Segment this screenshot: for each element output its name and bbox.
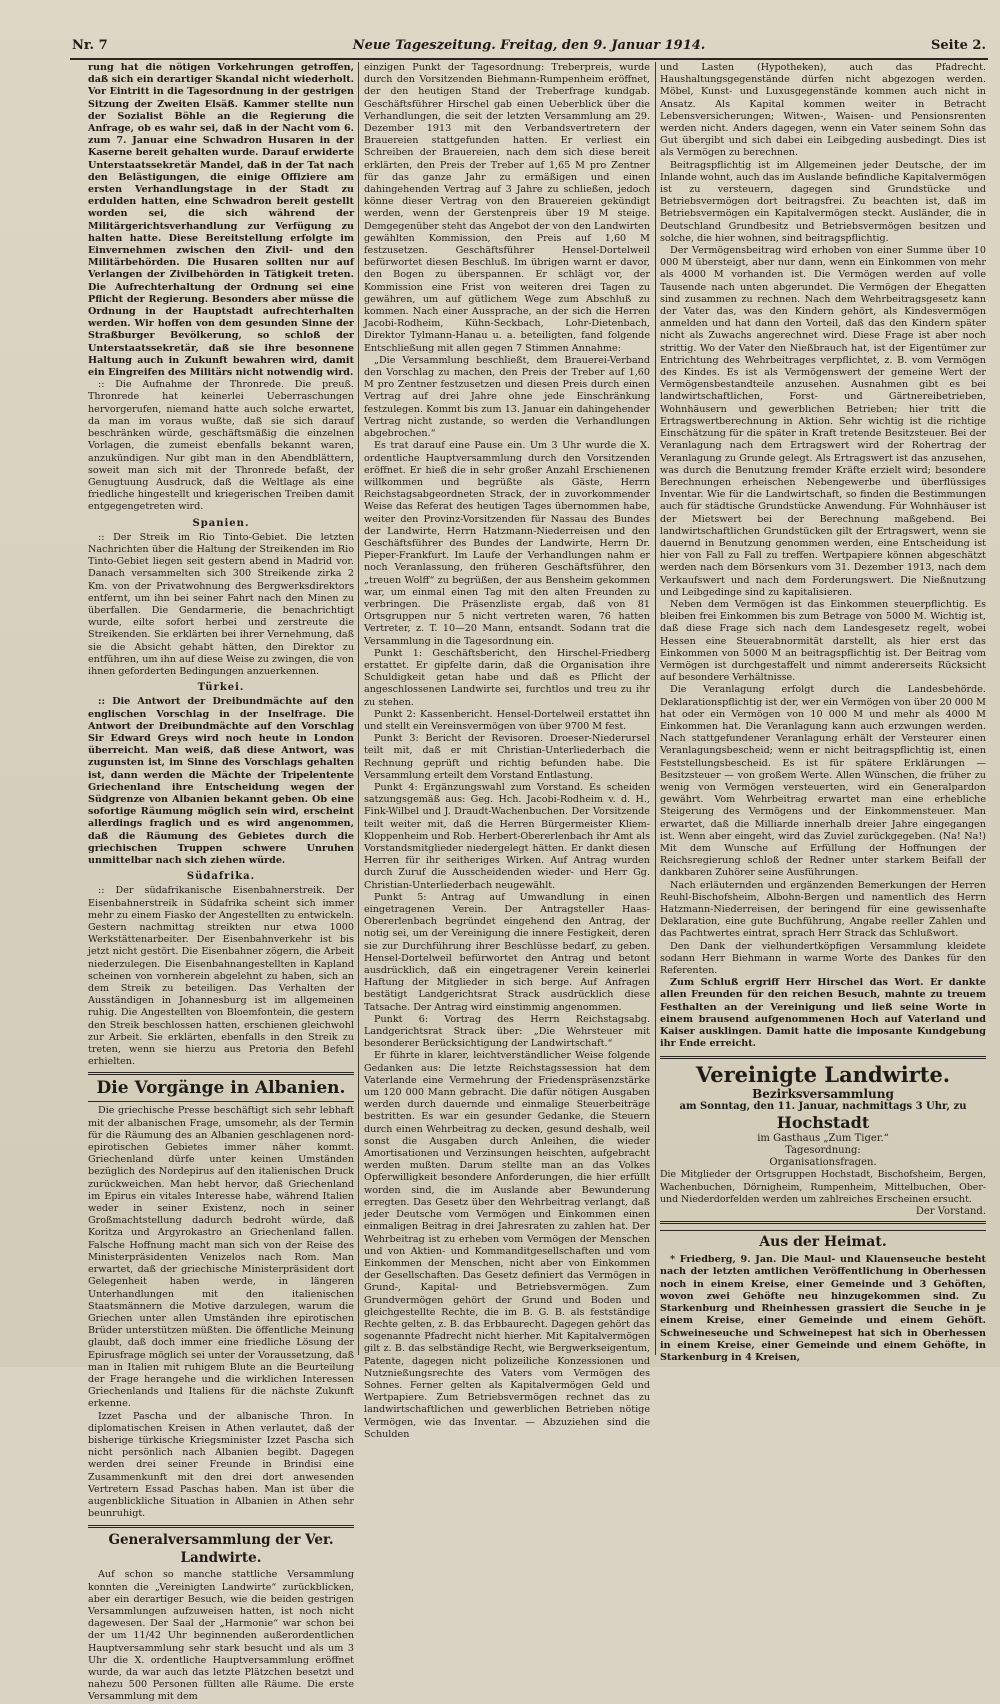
article-paragraph: Er führte in klarer, leichtverständlicher Weise folgende Gedanken aus: Die letzte Reichstagssession hat dem Vaterlande eine Vermehrung der Friedenspräsenzstärke um 120 000 Mann gebracht. Die dafür nötigen Ausgaben werden durch dauernde und einmalige Steuerbeiträge bestritten. Es war ein gesunder Gedanke, die Steuern durch einen Wehrbeitrag zu decken, gesund deshalb, weil sonst die Ausgaben durch Anleihen, die wieder Amortisationen und Verzinsungen heischten, aufgebracht werden mußten. Darum stellte man an das Volkes Opferwilligkeit besondere Anforderungen, die hier erfüllt worden sind, die im Auslande aber Bewunderung erregten. Das Gesetz über den Wehrbeitrag verlangt, daß jeder Deutsche vom Vermögen und Einkommen einen einmaligen Beitrag in drei Jahresraten zu zahlen hat. Der Wehrbeitrag ist zu erheben vom Vermögen der Menschen und von Aktien- und Kommanditgesellschaften und vom Einkommen der Menschen, nicht aber von Einkommen der Gesellschaften. Das Gesetz definiert das Vermögen in Grund-, Kapital- und Betriebsvermögen. Zum Grundvermögen gehört der Grund und Boden und gleichgestellte Rechte, die im B. G. B. als festständige Rechte gelten, z. B. das Erbbaurecht. Dagegen gehört das sogenannte Pfadrecht nicht hierher. Mit Kapitalvermögen gilt z. B. das selbständige Recht, wie Bergwerkseigentum, Patente, dagegen nicht polizeiliche Konzessionen und Nutznießungsrechte des Vaters vom Vermögen des Sohnes. Ferner gelten als Kapitalvermögen Geld und Wertpapiere. Zum Betriebsvermögen rechnet das zu landwirtschaftlichen und gewerblichen Betrieben nötige Vermögen, wie das Inventar. — Abzuziehen sind die Schulden [364, 1050, 650, 1440]
article-paragraph: Neben dem Vermögen ist das Einkommen steuerpflichtig. Es bleiben frei Einkommen bis zum Betrage von 5000 M. Wichtig ist, daß diese Frage sich nach dem Landesgesetz regelt, wobei Hessen eine Steuerabnormität darstellt, als hier erst das Einkommen von 5000 M an beitragspflichtig ist. Der Beitrag vom Vermögen ist durchgestaffelt und nimmt andererseits Rücksicht auf besondere Verhältnisse. [660, 598, 986, 684]
article-paragraph: Nach erläuternden und ergänzenden Bemerkungen der Herren Reuhl-Bischofsheim, Albohn-Bergen und namentlich des Herrn Hatzmann-Niederreisen, der beringend für eine gewissenhafte Deklaration, eine gute Buchführung, Angabe reeller Zahlen und das Pachtwertes eintrat, sprach Herr Strack das Schlußwort. [660, 879, 986, 940]
page-number-left: Nr. 7 [72, 38, 108, 53]
article-paragraph: Es trat darauf eine Pause ein. Um 3 Uhr wurde die X. ordentliche Hauptversammlung durch den Vorsitzenden eröffnet. Er hieß die in sehr großer Anzahl Erschienenen willkommen und begrüßte als Gäste, Herrn Reichstagsabgeordneten Strack, der in zuvorkommender Weise das Referat des heutigen Tages übernommen habe, weiter den Provinz-Vorsitzenden für Nassau des Bundes der Landwirte, Herrn Hatzmann-Niederreisen und den Geschäftsführer des Bundes der Landwirte, Herrn Dr. Pieper-Frankfurt. Im Laufe der Verhandlungen nahm er noch Veranlassung, den früheren Geschäftsführer, den „treuen Wolff“ zu begrüßen, der aus Bensheim gekommen war, um einmal einen Tag mit den alten Freunden zu verbringen. Die Präsenzliste ergab, daß von 81 Ortsgruppen nur 5 nicht vertreten waren, 76 hatten Vertreter, z. T. 10—20 Mann, entsandt. Sodann trat die Versammlung in die Tagesordnung ein. [364, 440, 650, 647]
agenda-point-2: Punkt 2: Kassenbericht. Hensel-Dortelweil erstattet ihn und stellt ein Vereinsvermögen von über 9700 M fest. [364, 708, 650, 732]
article-paragraph: Die Veranlagung erfolgt durch die Landesbehörde. Deklarationspflichtig ist der, wer ein Vermögen von über 20 000 M hat oder ein Vermögen von 10 000 M und mehr als 4000 M Einkommen hat. Die Veranlagung kann auch erzwungen werden. Nach stattgefundener Veranlagung erhält der Versteurer einen Veranlagungsbescheid; wenn er nicht beitragspflichtig ist, einen Feststellungsbescheid. Es ist für spätere Erklärungen — Besitzsteuer — von großem Werte. Allen Wünschen, die früher zu wenig von Vermögen versteuerten, wird ein Generalpardon gewährt. Vom Wehrbeitrag erwartet man eine erhebliche Steigerung des Vermögens und der Einkommensteuer. Man erwartet, daß die Milliarde innerhalb dreier Jahre eingegangen ist. Wenn aber eingeht, wird das Zuviel zurückgegeben. (Na! Na!) Mit dem Wunsche auf Erfüllung der Hoffnungen der Reichsregierung schloß der Redner unter starkem Beifall der dankbaren Zuhörer seine Ausführungen. [660, 684, 986, 879]
page-header [70, 36, 988, 60]
ad-agenda-item: Organisationsfragen. [769, 1157, 877, 1169]
agenda-point-6: Punkt 6: Vortrag des Herrn Reichstagsabg. Landgerichtsrat Strack über: „Die Wehrsteuer mit besonderer Berücksichtigung der Landwirtschaft.“ [364, 1013, 650, 1050]
article-paragraph: Den Dank der vielhundertköpfigen Versammlung kleidete sodann Herr Biehmann in warme Worte des Dankes für den Referenten. [660, 940, 986, 977]
article-paragraph: * Friedberg, 9. Jan. Die Maul- und Klauenseuche besteht nach der letzten amtlichen Veröffentlichung in Oberhessen noch in einem Kreise, einer Gemeinde und 3 Gehöften, wovon zwei Gehöfte neu hinzugekommen sind. Zu Starkenburg und Rheinhessen grassiert die Seuche in je einem Kreise, einer Gemeinde und einem Gehöft. Schweineseuche und Schweinepest hat sich in Oberhessen in einem Kreise, einer Gemeinde und einem Gehöfte, in Starkenburg in 4 Kreisen, [660, 1254, 986, 1363]
article-paragraph: Der Vermögensbeitrag wird erhoben von einer Summe über 10 000 M übersteigt, aber nur dann, wenn ein Einkommen von mehr als 4000 M vorhanden ist. Die Vermögen werden auf volle Tausende nach unten abgerundet. Die Vermögen der Ehegatten sind zusammen zu rechnen. Nach dem Wehrbeitragsgesetz kann der Vater das, was den Kindern gehört, als Kindesvermögen anmelden und hat dann den Vorteil, daß das den Kindern später nicht als Zuwachs angerechnet wird. Diese Frage ist aber noch strittig. Wo der Vater den Nießbrauch hat, ist der Eigentümer zur Entrichtung des Wehrbeitrages verpflichtet, z. B. vom Vermögen des Kindes. Es ist als Vermögenswert der gemeine Wert der Vermögensbestandteile anzusehen. Ausnahmen gibt es bei landwirtschaftlichen, Forst- und Gärtnereibetrieben, Wohnhäusern und gewerblichen Betrieben; hier tritt die Ertragswertberechnung in Aktion. Sehr wichtig ist die richtige Einschätzung für die später in Kraft tretende Besitzsteuer. Bei der Veranlagung nach dem Ertragswert wird der Rohertrag der Veranlagung zu Grunde gelegt. Als Ertragswert ist das anzusehen, was durch die Benutzung fremder Kräfte erzielt wird; besondere Berechnungen erheischen Nebengewerbe und überflüssiges Inventar. Wie für die Landwirtschaft, so finden die Bestimmungen auch für städtische Grundstücke Anwendung. Für Wohnhäuser ist der Mietswert bei der Berechnung maßgebend. Bei landwirtschaftlichen Grundstücken gilt der Ertragswert, wenn sie dauernd in Benutzung genommen werden, eine Entscheidung ist hier von Fall zu Fall zu treffen. Wertpapiere können abgeschätzt werden nach dem Börsenkurs vom 31. Dezember 1913, nach dem Verkaufswert und nach dem Forderungswert. Die Nießnutzung und Leibgedinge sind zu kapitalisieren. [660, 245, 986, 598]
resolution-quote: „Die Versammlung beschließt, dem Brauerei-Verband den Vorschlag zu machen, den Preis der Treber auf 1,60 M pro Zentner festzusetzen und diesen Preis durch einen Vertrag auf drei Jahre ohne jede Einschränkung festzulegen. Kommt bis zum 13. Januar ein dahingehender Vertrag nicht zustande, so werden die Verhandlungen abgebrochen.“ [364, 354, 650, 440]
column-2 [364, 62, 650, 1440]
meeting-advertisement [660, 1056, 986, 1224]
ad-date: am Sonntag, den 11. Januar, nachmittags 3 Uhr, zu [679, 1100, 967, 1112]
article-paragraph: :: Der Streik im Rio Tinto-Gebiet. Die letzten Nachrichten über die Haltung der Streikenden im Rio Tinto-Gebiet liegen seit gestern abend in Madrid vor. Danach versammelten sich 300 Streikende zirka 2 Km. von der Privatwohnung des Bergwerksdirektors entfernt, um ihn bei seiner Fahrt nach den Minen zu überfallen. Die Gendarmerie, die benachrichtigt wurde, eilte sofort herbei und zerstreute die Streikenden. Sie erklärten bei ihrer Vernehmung, daß sie die Absicht gehabt hätten, den Direktor zu entführen, um ihn auf diese Weise zu zwingen, die von ihnen geforderten Bedingungen anzuerkennen. [88, 531, 354, 677]
article-paragraph: :: Die Antwort der Dreibundmächte auf den englischen Vorschlag in der Inselfrage. Die Antwort der Dreibundmächte auf den Vorschlag Sir Edward Greys wird noch heute in London überreicht. Man weiß, daß diese Antwort, was zugunsten ist, im Sinne des Vorschlags gehalten ist, dann werden die Mächte der Tripelentente Griechenland ihre Entscheidung wegen der Südgrenze von Albanien bekannt geben. Ob eine sofortige Räumung möglich sein wird, erscheint allerdings fraglich und es wird angenommen, daß die Räumung des Gebietes durch die griechischen Truppen schwere Unruhen unmittelbar nach sich ziehen würde. [88, 696, 354, 866]
agenda-point-4: Punkt 4: Ergänzungswahl zum Vorstand. Es scheiden satzungsgemäß aus: Geg. Hch. Jacobi-Rodheim v. d. H., Fink-Wilbel und J. Draudt-Wachenbuchen. Der Vorsitzende teilt weiter mit, daß die Herren Bürgermeister Kliem-Kloppenheim und Rob. Herbert-Obererlenbach ihr Amt als Vorstandsmitglieder niedergelegt hätten. Er dankt diesen Herren für ihr seitheriges Wirken. Auf Antrag wurden durch Zuruf die Ausscheidenden wieder- und Herr Gg. Christian-Unterliederbach neugewählt. [364, 781, 650, 891]
page-number-right: Seite 2. [931, 38, 986, 53]
article-paragraph: Izzet Pascha und der albanische Thron. In diplomatischen Kreisen in Athen verlautet, daß der bisherige türkische Kriegsminister Izzet Pascha sich nicht persönlich nach Albanien begibt. Dagegen werden drei seiner Freunde in Brindisi eine Zusammenkunft mit den drei dort anwesenden Vertretern Essad Paschas haben. Man ist über die augenblickliche Situation in Albanien in Athen sehr beunruhigt. [88, 1410, 354, 1520]
column-3 [660, 62, 986, 1363]
section-heading-tuerkei: Türkei. [197, 682, 245, 694]
ad-title: Vereinigte Landwirte. [695, 1062, 951, 1088]
article-paragraph: und Lasten (Hypotheken), auch das Pfadrecht. Haushaltungsgegenstände dürfen nicht abgezogen werden. Möbel, Kunst- und Luxusgegenstände kommen auch nicht in Ansatz. Als Kapital kommen weiter in Betracht Lebensversicherungen; Witwen-, Waisen- und Pensionsrenten werden nicht. Anders dagegen, wenn ein Vater seinem Sohn das Gut übergibt und sich dabei ein Leibgeding ausbedingt. Dies ist als Vermögen zu berechnen. [660, 62, 986, 159]
column-1 [88, 62, 354, 1703]
article-paragraph: einzigen Punkt der Tagesordnung: Treberpreis, wurde durch den Vorsitzenden Biehmann-Rumpenheim eröffnet, der den heutigen Stand der Treberfrage kundgab. Geschäftsführer Hirschel gab einen Ueberblick über die Verhandlungen, die seit der letzten Versammlung am 29. Dezember 1913 mit den Verbandsvertretern der Brauereien stattgefunden hatten. Er verliest ein Schreiben der Brauereien, nach dem sich diese bereit erklärten, den Preis der Treber auf 1,65 M pro Zentner für das ganze Jahr zu ermäßigen und einen dahingehenden Vertrag auf 3 Jahre zu schließen, jedoch könne dieser Vertrag von den Brauereien gekündigt werden, wenn der Gerstenpreis über 19 M steige. Demgegenüber steht das Angebot der von den Landwirten gewählten Kommission, den Preis auf 1,60 M festzusetzen. Geschäftsführer Hensel-Dortelweil befürwortet diesen Beschluß. Im übrigen warnt er davor, den Bogen zu überspannen. Er schlägt vor, der Kommission eine Frist von weiteren drei Tagen zu gewähren, um auf gütlichem Wege zum Abschluß zu kommen. Nach einer Aussprache, an der sich die Herren Jacobi-Rodheim, Kühn-Seckbach, Lohr-Dietenbach, Direktor Tylmann-Hanau u. a. beteiligten, fand folgende Entschließung mit allen gegen 7 Stimmen Annahme: [364, 62, 650, 354]
article-paragraph: Zum Schluß ergriff Herr Hirschel das Wort. Er dankte allen Freunden für den reichen Besuch, mahnte zu treuem Festhalten an der Vereinigung und ließ seine Worte in einem brausend aufgenommenen Hoch auf Vaterland und Kaiser ausklingen. Damit hatte die imposante Kundgebung ihr Ende erreicht. [660, 977, 986, 1050]
column-rule-2 [655, 62, 656, 1355]
section-heading-suedafrika: Südafrika. [186, 871, 256, 883]
section-heading-spanien: Spanien. [192, 517, 250, 529]
section-title-heimat: Aus der Heimat. [660, 1230, 986, 1252]
agenda-point-3: Punkt 3: Bericht der Revisoren. Droeser-Niederursel teilt mit, daß er mit Christian-Unterliederbach die Rechnung geprüft und richtig befunden habe. Die Versammlung erteilt dem Vorstand Entlastung. [364, 733, 650, 781]
ad-signature: Der Vorstand. [915, 1206, 986, 1218]
article-paragraph: Beitragspflichtig ist im Allgemeinen jeder Deutsche, der im Inlande wohnt, auch das im Auslande befindliche Kapitalvermögen ist zu versteuern, dagegen sind Grundstücke und Betriebsvermögen dort beitragsfrei. Zu beachten ist, daß im Betriebsvermögen ein Kapitalvermögen steckt. Ausländer, die in Deutschland Grundbesitz und Betriebsvermögen besitzen und solche, die hier wohnen, sind beitragspflichtig. [660, 159, 986, 244]
article-title-albanien: Die Vorgänge in Albanien. [88, 1072, 354, 1102]
article-paragraph: :: Der südafrikanische Eisenbahnerstreik. Der Eisenbahnerstreik in Südafrika scheint sich immer mehr zu einem Fiasko der Angestellten zu entwickeln. Gestern nachmittag streikten nur etwa 1000 Werkstättenarbeiter. Der Eisenbahnverkehr ist bis jetzt nicht gestört. Die Eisenbahner zögern, die Arbeit niederzulegen. Die Eisenbahnangestellten in Kapland scheinen von vornherein abgelehnt zu haben, sich an dem Streik zu beteiligen. Das Verhalten der Ausständigen in Johannesburg ist im allgemeinen ruhig. Die Angestellten von Bloemfontein, die gestern den Streik beschlossen hatten, erschienen gleichwohl zur Arbeit. Sie erklärten, ebenfalls in den Streik zu treten, wenn sie hierzu aus Pretoria den Befehl erhielten. [88, 885, 354, 1068]
article-paragraph: rung hat die nötigen Vorkehrungen getroffen, daß sich ein derartiger Skandal nicht wiederholt. Vor Eintritt in die Tagesordnung in der gestrigen Sitzung der Zweiten Elsäß. Kammer stellte nun der Sozialist Böhle an die Regierung die Anfrage, ob es wahr sei, daß in der Nacht vom 6. zum 7. Januar eine Schwadron Husaren in der Kaserne bereit gehalten wurde. Darauf erwiderte Unterstaatssekretär Mandel, daß in der Tat nach den Belästigungen, die einige Offiziere am ersten Verhandlungstage in der Stadt zu erdulden hatten, eine Schwadron bereit gestellt worden sei, die sich während der Militärgerichtsverhandlung zur Verfügung zu halten hatte. Diese Bereitstellung erfolgte im Einvernehmen zwischen den Zivil- und den Militärbehörden. Die Husaren sollten nur auf Verlangen der Zivilbehörden in Tätigkeit treten. Die Aufrechterhaltung der Ordnung sei eine Pflicht der Regierung. Besonders aber müsse die Ordnung in der Hauptstadt aufrechterhalten werden. Wir hoffen von dem gesunden Sinne der Straßburger Bevölkerung, so schloß der Unterstaatssekretär, daß sie ihre besonnene Haltung auch in Zukunft bewahren wird, damit ein Eingreifen des Militärs nicht notwendig wird. [88, 62, 354, 379]
agenda-point-5: Punkt 5: Antrag auf Umwandlung in einen eingetragenen Verein. Der Antragsteller Haas-Obererlenbach begründet eingehend den Antrag, der notig sei, um der Vereinigung die innere Festigkeit, deren sie zur Durchführung ihrer Beschlüsse bedarf, zu geben. Hensel-Dortelweil befürwortet den Antrag und betont ausdrücklich, daß ein eingetragener Verein keinerlei Haftung der Mitglieder in sich berge. Auf Anfragen bestätigt Landgerichtsrat Strack ausdrücklich diese Tatsache. Der Antrag wird einstimmig angenommen. [364, 891, 650, 1013]
article-title-generalversammlung: Generalversammlung der Ver. Landwirte. [88, 1525, 354, 1567]
article-paragraph: :: Die Aufnahme der Thronrede. Die preuß. Thronrede hat keinerlei Ueberraschungen hervorgerufen, niemand hatte auch solche erwartet, da man im voraus wußte, daß sie sich darauf beschränken würde, geschäftsmäßig die einzelnen Vorlagen, die zumeist ebenfalls bekannt waren, anzukündigen. Nur gibt man in den Abendblättern, soweit man sich mit der Thronrede befaßt, der Genugtuung Ausdruck, daß die Weltlage als eine friedliche hingestellt und kriegerischen Treiben damit entgegengetreten wird. [88, 379, 354, 513]
ad-place: Hochstadt [776, 1112, 870, 1132]
newspaper-title-line: Neue Tageszeitung. Freitag, den 9. Januar 1914. [352, 38, 706, 53]
ad-subtitle: Bezirksversammlung [752, 1087, 894, 1102]
article-paragraph: Auf schon so manche stattliche Versammlung konnten die „Vereinigten Landwirte“ zurückblicken, aber ein derartiger Besuch, wie die beiden gestrigen Versammlungen aufzuweisen hatten, ist noch nicht dagewesen. Der Saal der „Harmonie“ war schon bei der um 11/42 Uhr beginnenden außerordentlichen Hauptversammlung sehr stark besucht und als um 3 Uhr die X. ordentliche Hauptversammlung eröffnet wurde, da war auch das letzte Plätzchen besetzt und nahezu 500 Personen füllten alle Räume. Die erste Versammlung mit dem [88, 1569, 354, 1703]
agenda-point-1: Punkt 1: Geschäftsbericht, den Hirschel-Friedberg erstattet. Er gipfelte darin, daß die Organisation ihre Schuldigkeit getan habe und daß es Pflicht der angeschlossenen Landwirte sei, furchtlos und treu zu ihr zu stehen. [364, 647, 650, 708]
ad-venue: im Gasthaus „Zum Tiger.“ [757, 1132, 889, 1144]
ad-text: Die Mitglieder der Ortsgruppen Hochstadt, Bischofsheim, Bergen, Wachenbuchen, Dörnigheim, Rumpenheim, Mittelbuchen, Ober- und Niederdorfelden werden um zahlreiches Erscheinen ersucht. [660, 1169, 986, 1205]
column-rule-1 [358, 62, 359, 1355]
article-paragraph: Die griechische Presse beschäftigt sich sehr lebhaft mit der albanischen Frage, umsomehr, als der Termin für die Räumung des an Albanien geschlagenen nord-epirotischen Gebietes immer näher kommt. Griechenland dürfe unter keinen Umständen bezüglich des Nordepirus auf den italienischen Druck zurückweichen. Man hebt hervor, daß Griechenland im Epirus ein vitales Interesse habe, während Italien weder in seiner Existenz, noch in seiner Großmachtstellung dadurch bedroht würde, daß Koritza und Argyrokastro an Griechenland fallen. Falsche Hoffnung macht man sich von der Reise des Ministerpräsidenten Venizelos nach Rom. Man erwartet, daß der griechische Ministerpräsident dort Gelegenheit haben werde, in längeren Unterhandlungen mit den italienischen Staatsmännern die Motive darzulegen, warum die Griechen unter allen Umständen ihre epirotischen Brüder unterstützen müßten. Die öffentliche Meinung glaubt, daß doch immer eine friedliche Lösung der Epirusfrage möglich sei unter der Voraussetzung, daß man in Italien mit ruhigem Blute an die Beurteilung der Frage herangehe und die wirklichen Interessen Griechenlands und Italiens für die nächste Zukunft erkenne. [88, 1105, 354, 1410]
ad-agenda-label: Tagesordnung: [785, 1145, 861, 1157]
